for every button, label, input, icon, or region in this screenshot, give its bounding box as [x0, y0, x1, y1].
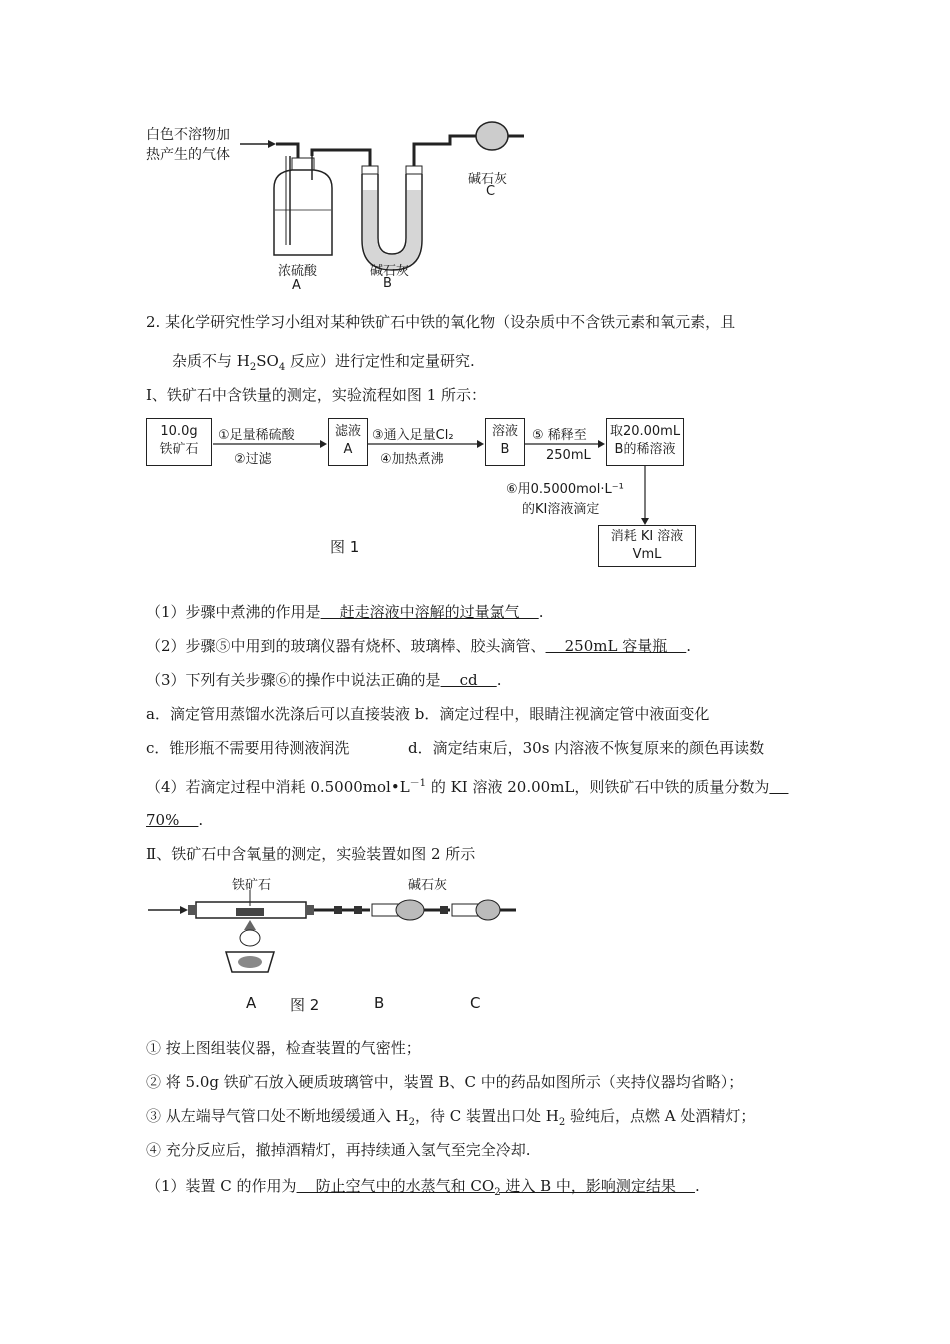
flow-box-dilute-l2: B的稀溶液 — [614, 442, 676, 457]
flow-box-ore-l2: 铁矿石 — [159, 442, 199, 457]
fig2-lime-label: 碱石灰 — [408, 878, 448, 893]
part2-heading: Ⅱ、铁矿石中含氧量的测定，实验装置如图 2 所示 — [146, 845, 476, 863]
fig2-ore-label: 铁矿石 — [232, 878, 272, 893]
part1-q4-text: （4）若滴定过程中消耗 0.5000mol•L — [146, 778, 410, 796]
tube-c-letter: C — [486, 184, 496, 199]
flow-step6-line1: ⑥用0.5000mol·L⁻¹ — [506, 482, 624, 497]
part1-q3-text: （3）下列有关步骤⑥的操作中说法正确的是 — [146, 671, 441, 689]
flow-step5: ⑤ 稀释至 — [532, 428, 587, 443]
part1-q2-end: . — [686, 637, 692, 655]
gas-apparatus-drawing — [140, 110, 540, 300]
part2-step3-sub2: 2 — [558, 1117, 566, 1128]
flow-step2: ②过滤 — [234, 452, 272, 467]
q2-sub1: 2 — [249, 362, 257, 373]
figure-1-caption: 图 1 — [330, 538, 360, 556]
gas-label-line2: 热产生的气体 — [146, 147, 230, 163]
question-2-line2 — [172, 351, 475, 378]
flow-step5b: 250mL — [546, 448, 591, 463]
apparatus-figure-2 — [140, 872, 520, 1022]
part1-q4-text2: 的 KI 溶液 20.00mL，则铁矿石中铁的质量分数为 — [426, 778, 770, 796]
part1-q1-end: . — [538, 603, 544, 621]
question-2-line1: 2. 某化学研究性学习小组对某种铁矿石中铁的氧化物（设杂质中不含铁元素和氧元素，且 — [146, 313, 736, 331]
part2-step3-post: 验纯后，点燃 A 处酒精灯； — [565, 1107, 756, 1125]
part2-step3-mid: ，待 C 装置出口处 H — [415, 1107, 559, 1125]
part2-q1-end: . — [694, 1177, 700, 1195]
flow-box-filtrate — [328, 418, 368, 466]
fig2-drawing — [140, 872, 520, 982]
part1-q4-answer-start — [769, 778, 788, 796]
part1-heading: Ⅰ、铁矿石中含铁量的测定，实验流程如图 1 所示： — [146, 386, 487, 404]
fig2-label-b: B — [374, 994, 385, 1012]
part2-step2: ② 将 5.0g 铁矿石放入硬质玻璃管中，装置 B、C 中的药品如图所示（夹持仪器均省略）； — [146, 1073, 744, 1091]
fig2-label-c: C — [470, 994, 481, 1012]
part2-q1 — [146, 1176, 700, 1203]
flow-box-filtrate-l1: 滤液 — [334, 424, 361, 439]
utube-b-letter: B — [383, 276, 392, 291]
part1-option-d: d．滴定结束后，30s 内溶液不恢复原来的颜色再读数 — [408, 739, 765, 757]
flow-box-solution-b — [485, 418, 525, 466]
part1-q4-sup: －1 — [409, 778, 427, 789]
flow-step6-line2: 的KI溶液滴定 — [522, 502, 600, 517]
part2-step3-sub1: 2 — [408, 1117, 415, 1128]
bottle-a-letter: A — [292, 278, 301, 293]
fig2-caption: 图 2 — [290, 996, 320, 1014]
part1-options-ab: a．滴定管用蒸馏水洗涤后可以直接装液 b．滴定过程中，眼睛注视滴定管中液面变化 — [146, 705, 710, 723]
part2-q1-answer-sub: 2 — [494, 1187, 501, 1198]
part1-q4-end: . — [198, 811, 204, 829]
flow-box-consume-l1: 消耗 KI 溶液 — [610, 529, 684, 544]
flow-box-consume — [598, 525, 696, 567]
flow-chart-figure-1 — [140, 412, 710, 572]
q2-line2-pre: 杂质不与 H — [172, 352, 250, 370]
part2-q1-answer-b: 进入 B 中，影响测定结果 — [500, 1177, 695, 1195]
part2-step4: ④ 充分反应后，撤掉酒精灯，再持续通入氢气至完全冷却. — [146, 1141, 531, 1159]
part2-q1-text: （1）装置 C 的作用为 — [146, 1177, 297, 1195]
flow-box-solution-b-l2: B — [500, 442, 510, 457]
flow-box-consume-l2: VmL — [632, 547, 662, 562]
part1-q2 — [146, 636, 691, 656]
flow-box-filtrate-l2: A — [343, 442, 353, 457]
part1-q2-answer: 250mL 容量瓶 — [545, 637, 687, 655]
part1-q1-text: （1）步骤中煮沸的作用是 — [146, 603, 321, 621]
part1-q2-text: （2）步骤⑤中用到的玻璃仪器有烧杯、玻璃棒、胶头滴管、 — [146, 637, 546, 655]
part1-q1 — [146, 602, 543, 622]
part1-q3 — [146, 670, 501, 690]
part2-step1: ① 按上图组装仪器，检查装置的气密性； — [146, 1039, 421, 1057]
flow-step1: ①足量稀硫酸 — [218, 428, 295, 443]
flow-box-ore-l1: 10.0g — [160, 424, 198, 439]
part1-q4-answer: 70% — [146, 811, 199, 829]
bottle-a-label: 浓硫酸 — [278, 264, 318, 279]
flow-step4: ④加热煮沸 — [380, 452, 444, 467]
utube-b-label: 碱石灰 — [370, 264, 410, 279]
q2-sub2: 4 — [278, 362, 286, 373]
part1-option-c: c．锥形瓶不需要用待测液润洗 — [146, 739, 350, 757]
fig2-label-a: A — [246, 994, 257, 1012]
part2-q1-answer — [296, 1177, 695, 1198]
tube-c-label: 碱石灰 — [468, 172, 508, 187]
part2-q1-answer-a: 防止空气中的水蒸气和 CO — [296, 1177, 495, 1195]
part1-q1-answer: 赶走溶液中溶解的过量氯气 — [320, 603, 539, 621]
part1-q3-end: . — [496, 671, 502, 689]
q2-line2-post: 反应）进行定性和定量研究. — [285, 352, 475, 370]
part2-step3-pre: ③ 从左端导气管口处不断地缓缓通入 H — [146, 1107, 409, 1125]
flow-box-dilute — [606, 418, 684, 466]
flow-box-ore — [146, 418, 212, 466]
flow-box-dilute-l1: 取20.00mL — [609, 424, 681, 439]
flow-box-solution-b-l1: 溶液 — [491, 424, 518, 439]
part1-q4 — [146, 774, 788, 797]
apparatus-figure-top — [140, 110, 540, 300]
part1-q4-cont — [146, 810, 203, 830]
gas-label-line1: 白色不溶物加 — [146, 127, 230, 143]
q2-line2-mid: SO — [256, 352, 279, 370]
part1-q3-answer: cd — [440, 671, 497, 689]
flow-step3: ③通入足量Cl₂ — [372, 428, 454, 443]
part2-step3 — [146, 1106, 755, 1133]
